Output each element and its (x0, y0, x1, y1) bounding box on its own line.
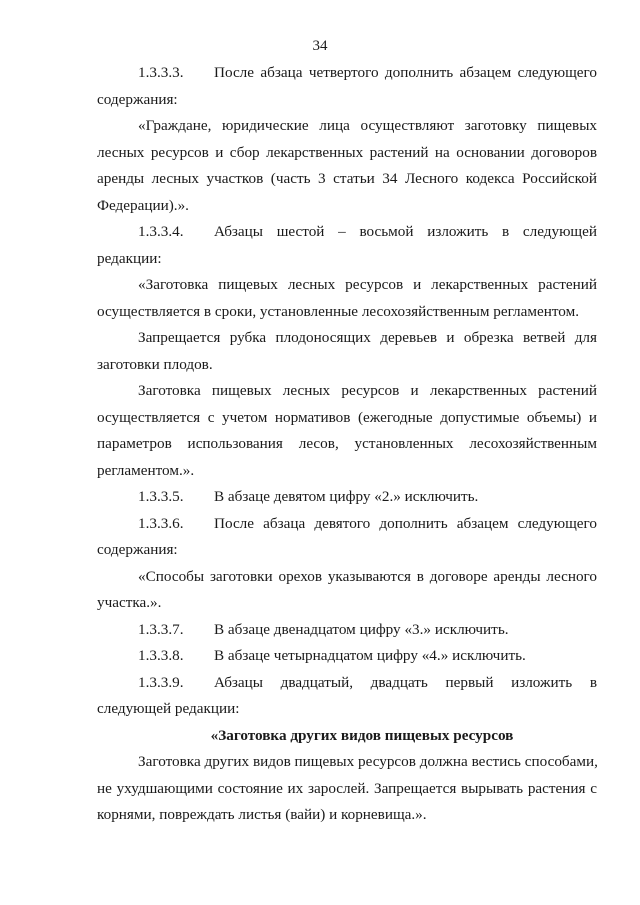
text-line: Заготовка пищевых лесных ресурсов и лекарственных растений (138, 382, 597, 399)
item-text: После абзаца четвертого дополнить абзацем следующего (214, 64, 597, 81)
item-text: Абзацы двадцатый, двадцать первый изложить в (214, 673, 597, 691)
section-heading: «Заготовка других видов пищевых ресурсов (210, 726, 514, 744)
item-1-3-3-7 (97, 617, 597, 644)
item-text: После абзаца девятого дополнить абзацем следующего (214, 514, 597, 532)
item-number: 1.3.3.6. (138, 514, 184, 532)
item-number: 1.3.3.3. (138, 64, 184, 81)
item-number: 1.3.3.5. (138, 488, 184, 505)
text-line: редакции: (97, 249, 162, 267)
item-1-3-3-5 (97, 484, 597, 511)
text-line: «Граждане, юридические лица осуществляют заготовку пищевых (138, 117, 597, 134)
item-1-3-3-4 (97, 219, 597, 246)
text-line: Заготовка других видов пищевых ресурсов должна вестись способами, (138, 753, 598, 770)
text-line: регламентом.». (97, 461, 195, 479)
text-line: Федерации).». (97, 196, 189, 214)
item-number: 1.3.3.8. (138, 647, 184, 664)
page-number: 34 (312, 38, 328, 54)
text-line: заготовки плодов. (97, 355, 213, 373)
text-line: Запрещается рубка плодоносящих деревьев и обрезка ветвей для (138, 329, 597, 346)
text-line: «Способы заготовки орехов указываются в договоре аренды лесного (138, 567, 597, 585)
text-line: содержания: (97, 541, 178, 558)
item-1-3-3-6 (97, 511, 597, 538)
item-text: В абзаце четырнадцатом цифру «4.» исключить. (214, 647, 526, 664)
text-line: осуществляется с учетом нормативов (ежегодные допустимые объемы) и (97, 408, 597, 426)
text-line: аренды лесных участков (часть 3 статьи 34 Лесного кодекса Российской (97, 170, 597, 187)
text-line: содержания: (97, 90, 178, 108)
text-line: участка.». (97, 594, 162, 611)
document-body (97, 60, 597, 829)
item-text: В абзаце девятом цифру «2.» исключить. (214, 488, 479, 505)
item-number: 1.3.3.7. (138, 620, 184, 638)
text-line: параметров использования лесов, установленных лесохозяйственным (97, 435, 597, 452)
text-line: лесных ресурсов и сбор лекарственных растений на основании договоров (97, 143, 597, 161)
item-1-3-3-8 (97, 643, 597, 670)
text-line: следующей редакции: (97, 700, 240, 717)
text-line: корнями, повреждать листья (вайи) и корневища.». (97, 806, 427, 823)
text-line: «Заготовка пищевых лесных ресурсов и лекарственных растений (138, 276, 597, 293)
item-number: 1.3.3.9. (138, 673, 184, 691)
item-text: В абзаце двенадцатом цифру «3.» исключить. (214, 620, 509, 638)
item-1-3-3-3 (97, 60, 597, 87)
item-text: Абзацы шестой – восьмой изложить в следующей (214, 223, 597, 240)
text-line: не ухудшающими состояние их зарослей. Запрещается вырывать растения с (97, 779, 597, 797)
item-number: 1.3.3.4. (138, 223, 184, 240)
item-1-3-3-9 (97, 670, 597, 697)
text-line: осуществляется в сроки, установленные лесохозяйственным регламентом. (97, 302, 580, 320)
